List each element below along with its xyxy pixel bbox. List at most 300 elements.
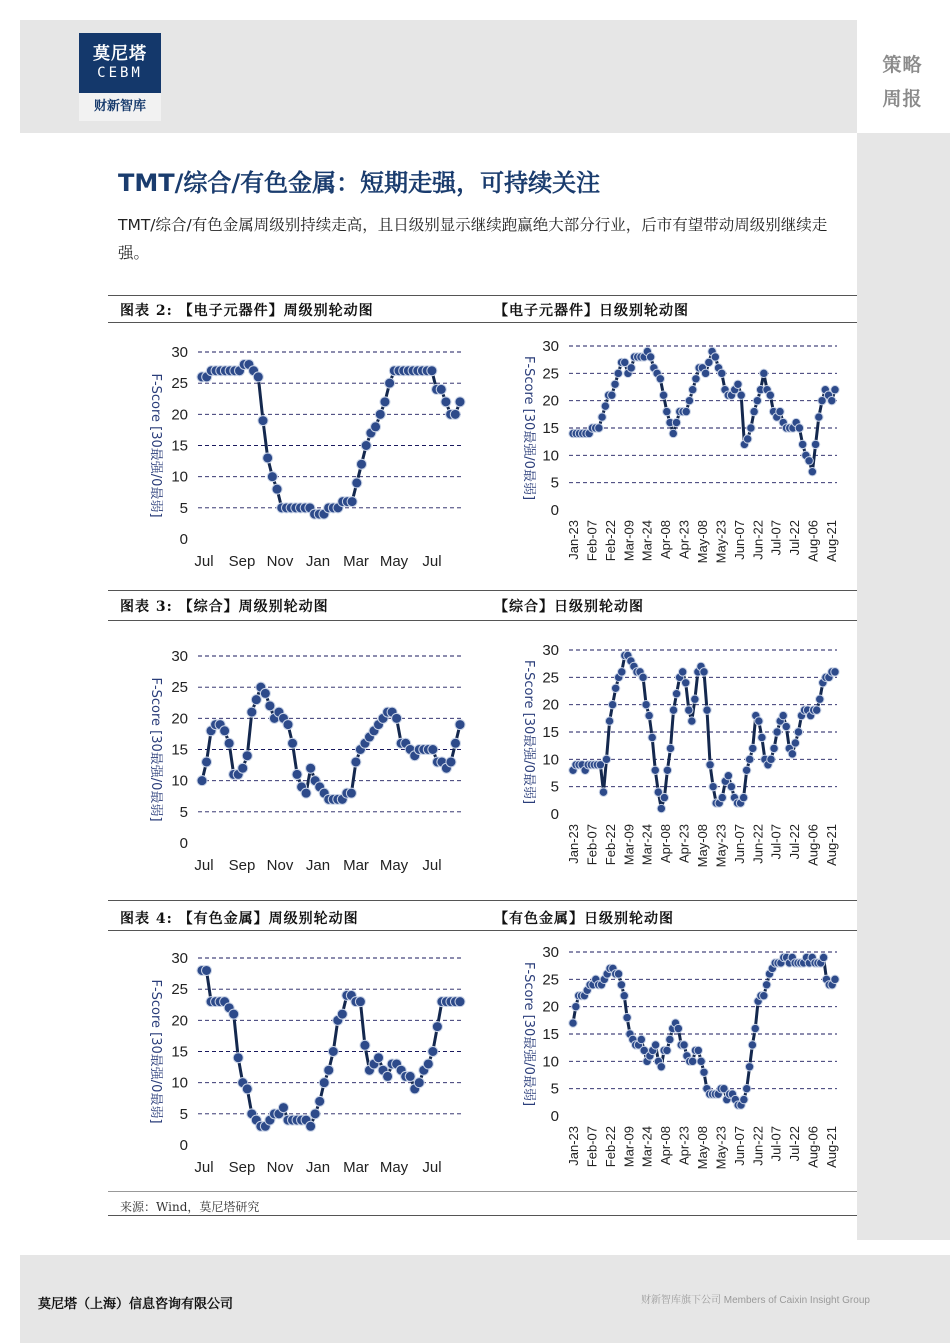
- data-point: [383, 1071, 393, 1081]
- data-point: [776, 407, 784, 415]
- data-point: [608, 391, 616, 399]
- y-tick-label: 25: [542, 971, 559, 989]
- data-point: [618, 668, 626, 676]
- x-tick-label: May-23: [713, 824, 729, 868]
- y-tick-label: 5: [179, 1105, 188, 1123]
- report-type-label-1: 策略: [882, 54, 923, 76]
- y-tick-label: 20: [171, 710, 188, 728]
- data-point: [337, 1009, 347, 1019]
- x-tick-label: Mar: [343, 1159, 369, 1176]
- data-point: [260, 688, 270, 698]
- y-tick-label: 5: [179, 499, 188, 517]
- data-point: [742, 766, 750, 774]
- data-point: [346, 788, 356, 798]
- data-point: [672, 690, 680, 698]
- data-point: [745, 755, 753, 763]
- weekly-electronics-chart: [130, 334, 475, 579]
- data-point: [685, 706, 693, 714]
- data-point: [701, 369, 709, 377]
- data-point: [360, 1040, 370, 1050]
- logo-subtitle: 财新智库: [79, 93, 161, 121]
- series-line: [202, 687, 460, 799]
- data-point: [202, 757, 212, 767]
- y-tick-label: 20: [171, 406, 188, 424]
- source-note: 来源：Wind，莫尼塔研究: [120, 1200, 260, 1214]
- x-tick-label: Feb-22: [602, 824, 618, 866]
- data-point: [572, 1002, 580, 1010]
- data-point: [229, 1009, 239, 1019]
- company-name: 莫尼塔（上海）信息咨询有限公司: [38, 1297, 234, 1312]
- data-point: [743, 1084, 751, 1092]
- data-point: [694, 1046, 702, 1054]
- y-tick-label: 5: [550, 1080, 559, 1098]
- data-point: [751, 1024, 759, 1032]
- data-point: [645, 711, 653, 719]
- data-point: [666, 744, 674, 752]
- data-point: [743, 435, 751, 443]
- data-point: [351, 757, 361, 767]
- y-tick-label: 30: [171, 648, 188, 665]
- x-tick-label: Aug-21: [824, 1126, 839, 1168]
- data-point: [356, 459, 366, 469]
- x-tick-label: Mar-09: [621, 824, 637, 866]
- data-point: [828, 396, 836, 404]
- y-tick-label: 0: [550, 1108, 559, 1125]
- data-point: [224, 738, 234, 748]
- data-point: [605, 717, 613, 725]
- data-point: [611, 380, 619, 388]
- data-point: [819, 953, 827, 961]
- x-tick-label: Jul-07: [768, 824, 784, 860]
- x-tick-label: Jun-22: [750, 520, 766, 560]
- data-point: [656, 375, 664, 383]
- y-axis-label: F-Score [30最强/0最弱]: [148, 677, 163, 822]
- data-point: [767, 755, 775, 763]
- data-point: [651, 766, 659, 774]
- x-tick-label: Jan: [305, 857, 331, 874]
- data-point: [247, 707, 257, 717]
- data-point: [267, 472, 277, 482]
- data-point: [324, 1065, 334, 1075]
- data-point: [374, 1053, 384, 1063]
- x-tick-label: Feb-07: [584, 520, 600, 562]
- y-tick-label: 0: [179, 531, 188, 548]
- x-tick-label: May-23: [713, 520, 729, 564]
- data-point: [685, 396, 693, 404]
- group-affiliation: 财新智库旗下公司 Members of Caixin Insight Group: [641, 1295, 870, 1306]
- data-point: [371, 422, 381, 432]
- divider: [108, 930, 857, 931]
- data-point: [811, 440, 819, 448]
- x-tick-label: Nov: [266, 553, 294, 570]
- section-title: TMT/综合/有色金属：短期走强，可持续关注: [118, 169, 601, 197]
- data-point: [758, 733, 766, 741]
- data-point: [680, 1041, 688, 1049]
- x-tick-label: Jun-22: [750, 1126, 766, 1166]
- data-point: [709, 782, 717, 790]
- y-tick-label: 25: [171, 679, 188, 697]
- data-point: [361, 441, 371, 451]
- data-point: [762, 981, 770, 989]
- data-point: [748, 1041, 756, 1049]
- x-tick-label: Jan: [305, 553, 331, 570]
- data-point: [700, 1068, 708, 1076]
- data-point: [808, 468, 816, 476]
- data-point: [639, 673, 647, 681]
- data-point: [682, 679, 690, 687]
- x-tick-label: Apr-23: [676, 520, 692, 560]
- x-tick-label: Aug-06: [805, 520, 821, 562]
- x-tick-label: May: [379, 553, 409, 570]
- data-point: [692, 375, 700, 383]
- data-point: [782, 722, 790, 730]
- data-point: [614, 970, 622, 978]
- x-tick-label: Feb-07: [584, 1126, 600, 1168]
- data-point: [657, 1063, 665, 1071]
- divider: [108, 900, 857, 901]
- logo-chinese-name: 莫尼塔: [93, 44, 147, 64]
- x-tick-label: Jun-22: [750, 824, 766, 864]
- data-point: [614, 369, 622, 377]
- data-point: [450, 409, 460, 419]
- y-tick-label: 30: [171, 344, 188, 361]
- divider: [108, 322, 857, 323]
- data-point: [657, 804, 665, 812]
- data-point: [455, 997, 465, 1007]
- data-point: [301, 788, 311, 798]
- data-point: [678, 668, 686, 676]
- y-tick-label: 10: [171, 1074, 188, 1092]
- y-tick-label: 0: [550, 806, 559, 823]
- y-tick-label: 15: [542, 1026, 559, 1043]
- data-point: [773, 728, 781, 736]
- daily-metals-chart: [505, 936, 850, 1186]
- x-tick-label: Apr-23: [676, 1126, 692, 1166]
- data-point: [450, 738, 460, 748]
- x-tick-label: Aug-21: [824, 824, 839, 866]
- data-point: [669, 706, 677, 714]
- x-tick-label: Sep: [228, 1159, 256, 1176]
- x-tick-label: Nov: [266, 1159, 294, 1176]
- y-tick-label: 25: [542, 365, 559, 383]
- data-point: [375, 409, 385, 419]
- data-point: [766, 391, 774, 399]
- weekly-composite-chart: [130, 638, 475, 883]
- data-point: [355, 997, 365, 1007]
- data-point: [691, 695, 699, 703]
- daily-electronics-chart: [505, 330, 850, 580]
- x-tick-label: Jul: [194, 1159, 214, 1176]
- data-point: [734, 380, 742, 388]
- y-tick-label: 0: [179, 1137, 188, 1154]
- data-point: [831, 975, 839, 983]
- x-tick-label: Sep: [228, 553, 256, 570]
- data-point: [831, 668, 839, 676]
- data-point: [805, 457, 813, 465]
- data-point: [760, 992, 768, 1000]
- data-point: [328, 1047, 338, 1057]
- x-tick-label: Jun-07: [731, 824, 747, 864]
- data-point: [753, 396, 761, 404]
- data-point: [602, 755, 610, 763]
- data-point: [436, 384, 446, 394]
- data-point: [718, 793, 726, 801]
- x-tick-label: Mar-09: [621, 520, 637, 562]
- y-tick-label: 30: [542, 338, 559, 355]
- data-point: [703, 706, 711, 714]
- data-point: [611, 684, 619, 692]
- data-point: [711, 353, 719, 361]
- data-point: [319, 1078, 329, 1088]
- y-axis-label: F-Score [30最强/0最弱]: [148, 979, 163, 1124]
- y-tick-label: 15: [171, 741, 188, 759]
- data-point: [197, 776, 207, 786]
- data-point: [315, 1096, 325, 1106]
- x-tick-label: Feb-07: [584, 824, 600, 866]
- y-tick-label: 5: [550, 474, 559, 492]
- x-tick-label: May-08: [695, 520, 710, 564]
- data-point: [598, 413, 606, 421]
- y-tick-label: 10: [171, 772, 188, 790]
- data-point: [278, 1103, 288, 1113]
- x-tick-label: Aug-21: [824, 520, 839, 562]
- data-point: [428, 1047, 438, 1057]
- data-point: [739, 793, 747, 801]
- data-point: [265, 701, 275, 711]
- y-tick-label: 30: [542, 944, 559, 961]
- data-point: [750, 407, 758, 415]
- x-tick-label: Aug-06: [805, 1126, 821, 1168]
- data-point: [427, 366, 437, 376]
- y-tick-label: 10: [542, 447, 559, 465]
- data-point: [813, 706, 821, 714]
- data-point: [238, 763, 248, 773]
- data-point: [659, 391, 667, 399]
- x-tick-label: Jul: [194, 857, 214, 874]
- data-point: [737, 391, 745, 399]
- x-tick-label: Mar-24: [639, 824, 655, 866]
- x-tick-label: Jan-23: [566, 1126, 581, 1166]
- data-point: [816, 695, 824, 703]
- data-point: [755, 717, 763, 725]
- data-point: [242, 1084, 252, 1094]
- data-point: [306, 763, 316, 773]
- data-point: [688, 717, 696, 725]
- figure-2-caption: 图表 2: 【电子元器件】周级别轮动图: [120, 303, 374, 319]
- daily-composite-chart: [505, 634, 850, 884]
- data-point: [700, 668, 708, 676]
- y-tick-label: 15: [171, 437, 188, 455]
- data-point: [669, 429, 677, 437]
- data-point: [455, 397, 465, 407]
- x-tick-label: May: [379, 1159, 409, 1176]
- data-point: [263, 453, 273, 463]
- data-point: [595, 424, 603, 432]
- data-point: [682, 407, 690, 415]
- data-point: [352, 478, 362, 488]
- data-point: [258, 416, 268, 426]
- y-tick-label: 20: [542, 392, 559, 410]
- x-tick-label: Apr-08: [658, 520, 674, 560]
- data-point: [770, 744, 778, 752]
- data-point: [798, 440, 806, 448]
- y-tick-label: 10: [542, 751, 559, 769]
- y-tick-label: 25: [171, 981, 188, 999]
- x-tick-label: Jun-07: [731, 520, 747, 560]
- data-point: [253, 372, 263, 382]
- x-tick-label: Jul: [422, 857, 442, 874]
- data-point: [292, 769, 302, 779]
- x-tick-label: Mar-24: [639, 1126, 655, 1168]
- data-point: [233, 1053, 243, 1063]
- x-tick-label: Jun-07: [731, 1126, 747, 1166]
- x-tick-label: Mar: [343, 857, 369, 874]
- y-tick-label: 20: [542, 998, 559, 1016]
- x-tick-label: Feb-22: [602, 520, 618, 562]
- weekly-metals-chart: [130, 940, 475, 1185]
- data-point: [724, 772, 732, 780]
- data-point: [272, 484, 282, 494]
- divider: [108, 590, 857, 591]
- x-tick-label: Jul: [422, 553, 442, 570]
- x-tick-label: May-08: [695, 1126, 710, 1170]
- report-type-label-2: 周报: [882, 88, 923, 110]
- data-point: [651, 1041, 659, 1049]
- data-point: [674, 1024, 682, 1032]
- data-point: [310, 1109, 320, 1119]
- divider: [108, 1191, 857, 1192]
- data-point: [428, 745, 438, 755]
- data-point: [795, 424, 803, 432]
- data-point: [642, 700, 650, 708]
- data-point: [288, 738, 298, 748]
- data-point: [202, 965, 212, 975]
- y-tick-label: 10: [542, 1053, 559, 1071]
- divider: [108, 1215, 857, 1216]
- y-axis-label: F-Score [30最强/0最弱]: [521, 961, 536, 1107]
- data-point: [569, 1019, 577, 1027]
- data-point: [747, 424, 755, 432]
- data-point: [749, 744, 757, 752]
- y-tick-label: 15: [171, 1043, 188, 1061]
- figure-2-daily-caption: 【电子元器件】日级别轮动图: [494, 303, 689, 319]
- data-point: [446, 757, 456, 767]
- y-tick-label: 20: [171, 1012, 188, 1030]
- data-point: [672, 418, 680, 426]
- brand-logo: [79, 33, 161, 121]
- x-tick-label: Jan-23: [566, 520, 581, 560]
- figure-3-daily-caption: 【综合】日级别轮动图: [494, 599, 644, 615]
- series-line: [202, 365, 460, 515]
- x-tick-label: Jul-22: [787, 520, 803, 556]
- data-point: [627, 364, 635, 372]
- data-point: [688, 386, 696, 394]
- x-tick-label: Feb-22: [602, 1126, 618, 1168]
- x-tick-label: Sep: [228, 857, 256, 874]
- x-tick-label: Apr-23: [676, 824, 692, 864]
- data-point: [666, 1035, 674, 1043]
- x-tick-label: Apr-08: [658, 1126, 674, 1166]
- data-point: [306, 1121, 316, 1131]
- data-point: [283, 720, 293, 730]
- data-point: [620, 992, 628, 1000]
- data-point: [455, 720, 465, 730]
- data-point: [660, 793, 668, 801]
- data-point: [706, 761, 714, 769]
- data-point: [623, 1013, 631, 1021]
- x-tick-label: Nov: [266, 857, 294, 874]
- y-tick-label: 30: [171, 950, 188, 967]
- data-point: [220, 726, 230, 736]
- data-point: [760, 369, 768, 377]
- data-point: [423, 1059, 433, 1069]
- y-axis-label: F-Score [30最强/0最弱]: [521, 355, 536, 501]
- data-point: [392, 713, 402, 723]
- data-point: [648, 733, 656, 741]
- data-point: [779, 711, 787, 719]
- y-axis-label: F-Score [30最强/0最弱]: [148, 373, 163, 518]
- figure-4-caption: 图表 4: 【有色金属】周级别轮动图: [120, 911, 359, 927]
- y-tick-label: 20: [542, 696, 559, 714]
- y-axis-label: F-Score [30最强/0最弱]: [521, 659, 536, 805]
- data-point: [646, 353, 654, 361]
- data-point: [697, 1057, 705, 1065]
- logo-english-name: CEBM: [97, 65, 143, 81]
- data-point: [617, 981, 625, 989]
- x-tick-label: Mar-09: [621, 1126, 637, 1168]
- data-point: [794, 728, 802, 736]
- data-point: [815, 413, 823, 421]
- section-paragraph: TMT/综合/有色金属周级别持续走高，且日级别显示继续跑赢绝大部分行业，后市有望带动周级别继续走强。: [118, 216, 828, 262]
- y-tick-label: 15: [542, 724, 559, 741]
- x-tick-label: May-08: [695, 824, 710, 868]
- x-tick-label: Aug-06: [805, 824, 821, 866]
- x-tick-label: Jan: [305, 1159, 331, 1176]
- data-point: [432, 1022, 442, 1032]
- y-tick-label: 10: [171, 468, 188, 486]
- data-point: [380, 397, 390, 407]
- x-tick-label: Jul: [422, 1159, 442, 1176]
- x-tick-label: Mar: [343, 553, 369, 570]
- divider: [108, 620, 857, 621]
- data-point: [663, 407, 671, 415]
- y-tick-label: 15: [542, 420, 559, 437]
- data-point: [663, 1046, 671, 1054]
- data-point: [727, 782, 735, 790]
- data-point: [791, 739, 799, 747]
- y-tick-label: 0: [550, 502, 559, 519]
- y-tick-label: 5: [179, 803, 188, 821]
- x-tick-label: Jul: [194, 553, 214, 570]
- x-tick-label: May: [379, 857, 409, 874]
- x-tick-label: Jul-07: [768, 520, 784, 556]
- figure-3-caption: 图表 3: 【综合】周级别轮动图: [120, 599, 329, 615]
- divider: [108, 295, 857, 296]
- data-point: [718, 369, 726, 377]
- data-point: [740, 1095, 748, 1103]
- x-tick-label: Apr-08: [658, 824, 674, 864]
- x-tick-label: May-23: [713, 1126, 729, 1170]
- data-point: [414, 1078, 424, 1088]
- data-point: [831, 386, 839, 394]
- data-point: [601, 402, 609, 410]
- figure-4-daily-caption: 【有色金属】日级别轮动图: [494, 911, 674, 927]
- y-tick-label: 30: [542, 642, 559, 659]
- data-point: [599, 788, 607, 796]
- data-point: [663, 766, 671, 774]
- data-point: [347, 497, 357, 507]
- x-tick-label: Jul-07: [768, 1126, 784, 1162]
